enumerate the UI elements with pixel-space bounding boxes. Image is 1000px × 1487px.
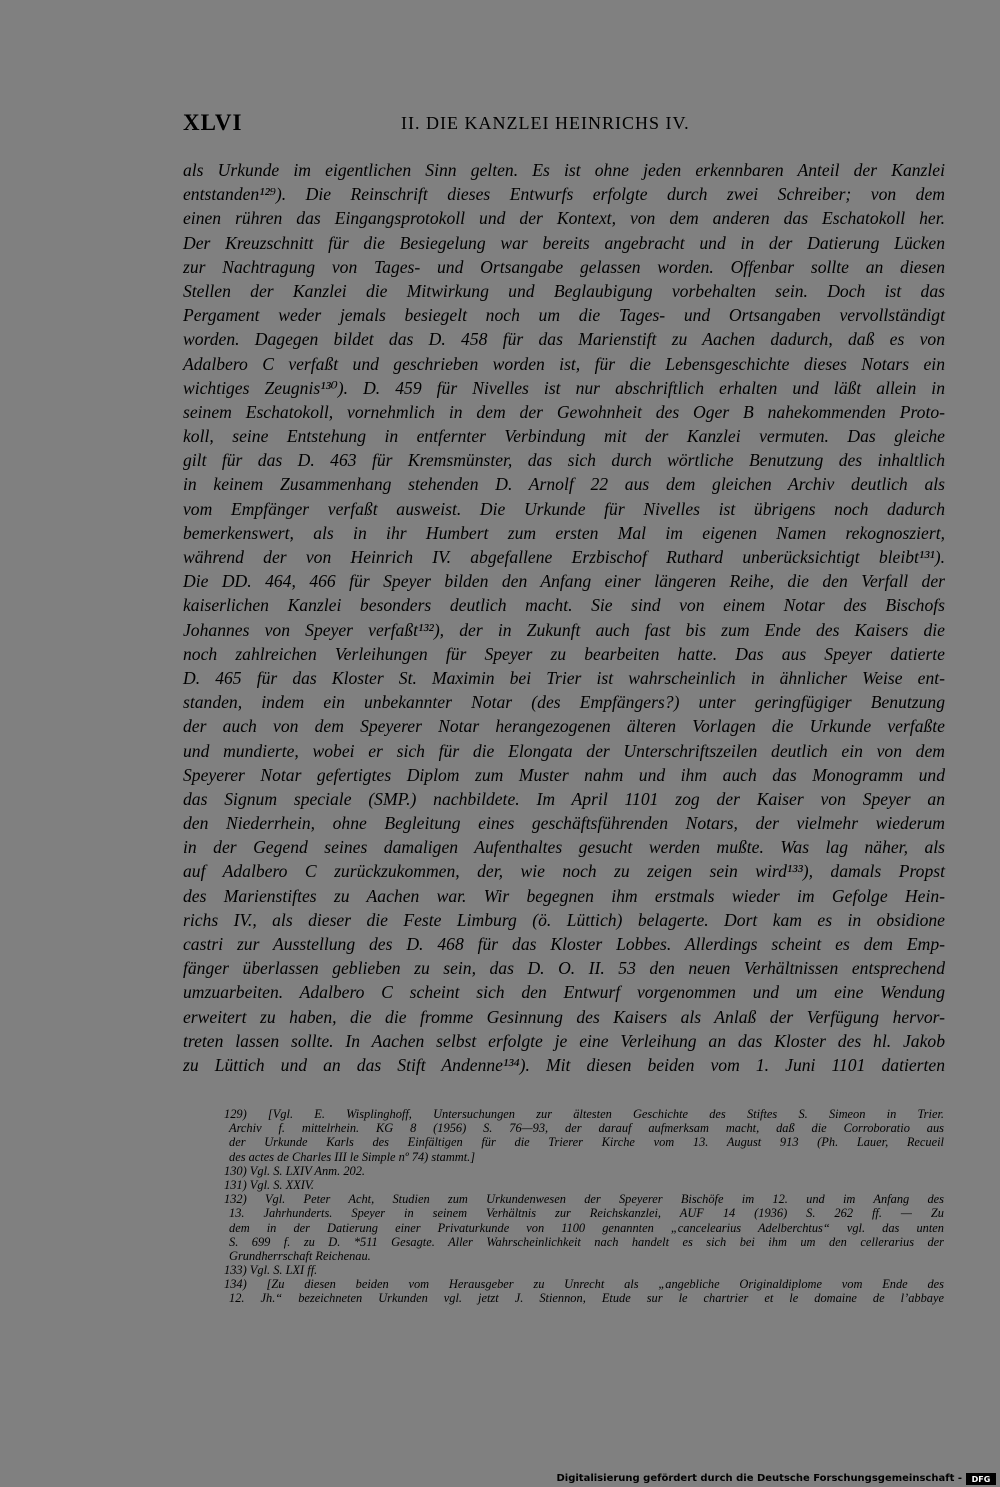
body-line: Der Kreuzschnitt für die Besiegelung war bereits angebracht und in der Datierung Lücken xyxy=(183,232,945,253)
page-header xyxy=(183,110,943,140)
body-line: standen, indem ein unbekannter Notar (des Empfängers?) unter geringfügiger Benutzung xyxy=(183,692,945,713)
page-number: XLVI xyxy=(183,110,243,135)
body-line: als Urkunde im eigentlichen Sinn gelten. Es ist ohne jeden erkennbaren Anteil der Kanzlei xyxy=(183,160,945,180)
body-line: bemerkenswert, als in ihr Humbert zum ersten Mal im eigenen Namen rekognosziert, xyxy=(183,522,945,543)
footer-credit: Digitalisierung gefördert durch die Deutsche Forschungsgemeinschaft - xyxy=(556,1473,962,1484)
body-line: castri zur Ausstellung des D. 468 für das Kloster Lobbes. Allerdings scheint es dem Emp- xyxy=(183,934,945,954)
body-line: Johannes von Speyer verfaßt¹³²), der in Zukunft auch fast bis zum Ende des Kaisers die xyxy=(183,619,945,640)
body-text xyxy=(183,158,945,1077)
body-line: vom Empfänger verfaßt ausweist. Die Urkunde für Nivelles ist übrigens noch dadurch xyxy=(183,498,945,519)
footnote-line: 13. Jahrhunderts. Speyer in seinem Verhältnis zur Reichskanzlei, AUF 14 (1936) S. 262 ff. — Zu xyxy=(229,1206,944,1221)
body-line: entstanden¹²⁹). Die Reinschrift dieses Entwurfs erfolgte durch zwei Schreiber; von dem xyxy=(183,184,945,205)
body-line: kaiserlichen Kanzlei besonders deutlich macht. Sie sind von einem Notar des Bischofs xyxy=(183,595,945,616)
body-line: noch zahlreichen Verleihungen für Speyer zu bearbeiten hatte. Das aus Speyer datierte xyxy=(183,643,945,664)
footnote-line: des actes de Charles III le Simple nº 74) stammt.] xyxy=(229,1149,476,1164)
body-line: richs IV., als dieser die Feste Limburg (ö. Lüttich) belagerte. Dort kam es in obsidione xyxy=(183,909,945,930)
body-line: wichtiges Zeugnis¹³⁰). D. 459 für Nivelles ist nur abschriftlich erhalten und läßt allein in xyxy=(183,377,945,398)
body-line: umzuarbeiten. Adalbero C scheint sich den Entwurf vorgenommen und um eine Wendung xyxy=(183,982,945,1003)
body-line: und mundierte, wobei er sich für die Elongata der Unterschriftszeilen deutlich ein von dem xyxy=(183,740,945,761)
footnote-line: dem in der Datierung einer Privaturkunde von 1100 genannten „cancelearius Adelberchtus“ vgl. das unten xyxy=(229,1220,944,1235)
body-line: treten lassen sollte. In Aachen selbst erfolgte je eine Verleihung an das Kloster des hl. Jakob xyxy=(183,1030,945,1051)
body-line: auf Adalbero C zurückzukommen, der, wie noch zu zeigen sein wird¹³³), damals Propst xyxy=(183,861,945,882)
dfg-logo: DFG xyxy=(966,1473,996,1485)
body-line: fänger überlassen geblieben zu sein, das D. O. II. 53 den neuen Verhältnissen entsprechend xyxy=(183,958,945,979)
footnote-line: S. 699 f. zu D. *511 Gesagte. Aller Wahrscheinlichkeit nach handelt es sich bei ihm um den cellerarius der xyxy=(229,1234,944,1249)
footnote-line: der Urkunde Karls des Einfältigen für die Trierer Kirche vom 13. August 913 (Ph. Lauer, Recueil xyxy=(229,1135,944,1150)
body-line: erweitert zu haben, die die fromme Gesinnung des Kaisers als Anlaß der Verfügung hervor- xyxy=(183,1006,945,1027)
footnotes xyxy=(224,1107,944,1306)
footnote-line: Grundherrschaft Reichenau. xyxy=(229,1248,371,1263)
body-line: des Marienstiftes zu Aachen war. Wir begegnen ihm erstmals wieder im Gefolge Hein- xyxy=(183,885,945,906)
footnote-line: 12. Jh.“ bezeichneten Urkunden vgl. jetzt J. Stiennon, Etude sur le chartrier et le domaine de l’abbaye xyxy=(229,1291,944,1306)
footnote-line: 133) Vgl. S. LXI ff. xyxy=(224,1263,318,1278)
body-line: Stellen der Kanzlei die Mitwirkung und Beglaubigung vorbehalten sein. Doch ist das xyxy=(183,280,945,301)
body-line: einen rühren das Eingangsprotokoll und der Kontext, von dem anderen das Eschatokoll her. xyxy=(183,208,945,229)
body-line: Pergament weder jemals besiegelt noch um die Tages- und Ortsangaben vervollständigt xyxy=(183,305,945,326)
body-line: in keinem Zusammenhang stehenden D. Arnolf 22 aus dem gleichen Archiv deutlich als xyxy=(183,474,945,495)
body-line: D. 465 für das Kloster St. Maximin bei Trier ist wahrscheinlich in ähnlicher Weise ent- xyxy=(183,667,945,688)
body-line: Adalbero C verfaßt und geschrieben worden ist, für die Lebensgeschichte dieses Notars ein xyxy=(183,353,945,374)
body-line: der auch von dem Speyerer Notar herangezogenen älteren Vorlagen die Urkunde verfaßte xyxy=(183,716,945,737)
footnote-line: 131) Vgl. S. XXIV. xyxy=(224,1177,314,1192)
body-line: Speyerer Notar gefertigtes Diplom zum Muster nahm und ihm auch das Monogramm und xyxy=(183,764,945,785)
body-line: worden. Dagegen bildet das D. 458 für das Marienstift zu Aachen dadurch, daß es von xyxy=(183,329,945,350)
body-line: zu Lüttich und an das Stift Andenne¹³⁴). Mit diesen beiden vom 1. Juni 1101 datierten xyxy=(183,1054,945,1075)
body-line: koll, seine Entstehung in entfernter Verbindung mit der Kanzlei vermuten. Das gleiche xyxy=(183,426,945,447)
body-line: seinem Eschatokoll, vornehmlich in dem der Gewohnheit des Oger B nahekommenden Proto- xyxy=(183,401,945,422)
footnote-line: 132) Vgl. Peter Acht, Studien zum Urkundenwesen der Speyerer Bischöfe im 12. und im Anfang des xyxy=(224,1192,944,1207)
footnote-line: 134) [Zu diesen beiden vom Herausgeber zu Unrecht als „angebliche Originaldiplome vom Ende des xyxy=(224,1277,944,1292)
body-line: in der Gegend seines damaligen Aufenthaltes gesucht werden mußte. Was lag näher, als xyxy=(183,837,945,858)
footnote-line: Archiv f. mittelrhein. KG 8 (1956) S. 76—93, der darauf aufmerksam macht, daß die Corroboratio aus xyxy=(229,1121,944,1136)
body-line: zur Nachtragung von Tages- und Ortsangabe gelassen worden. Offenbar sollte an diesen xyxy=(183,256,945,277)
body-line: das Signum speciale (SMP.) nachbildete. Im April 1101 zog der Kaiser von Speyer an xyxy=(183,788,945,809)
body-line: den Niederrhein, ohne Begleitung eines geschäftsführenden Notars, der vielmehr wiederum xyxy=(183,813,945,834)
footnote-line: 129) [Vgl. E. Wisplinghoff, Untersuchungen zur ältesten Geschichte des Stiftes S. Simeon in Trier. xyxy=(224,1107,944,1121)
running-title: II. DIE KANZLEI HEINRICHS IV. xyxy=(401,113,690,133)
body-line: gilt für das D. 463 für Kremsmünster, das sich durch wörtliche Benutzung des inhaltlich xyxy=(183,450,945,471)
body-line: Die DD. 464, 466 für Speyer bilden den Anfang einer längeren Reihe, die den Verfall der xyxy=(183,571,945,592)
footer-bar xyxy=(0,1473,1000,1487)
body-line: während der von Heinrich IV. abgefallene Erzbischof Ruthard unberücksichtigt bleibt¹³¹). xyxy=(183,547,945,567)
footnote-line: 130) Vgl. S. LXIV Anm. 202. xyxy=(224,1163,365,1178)
